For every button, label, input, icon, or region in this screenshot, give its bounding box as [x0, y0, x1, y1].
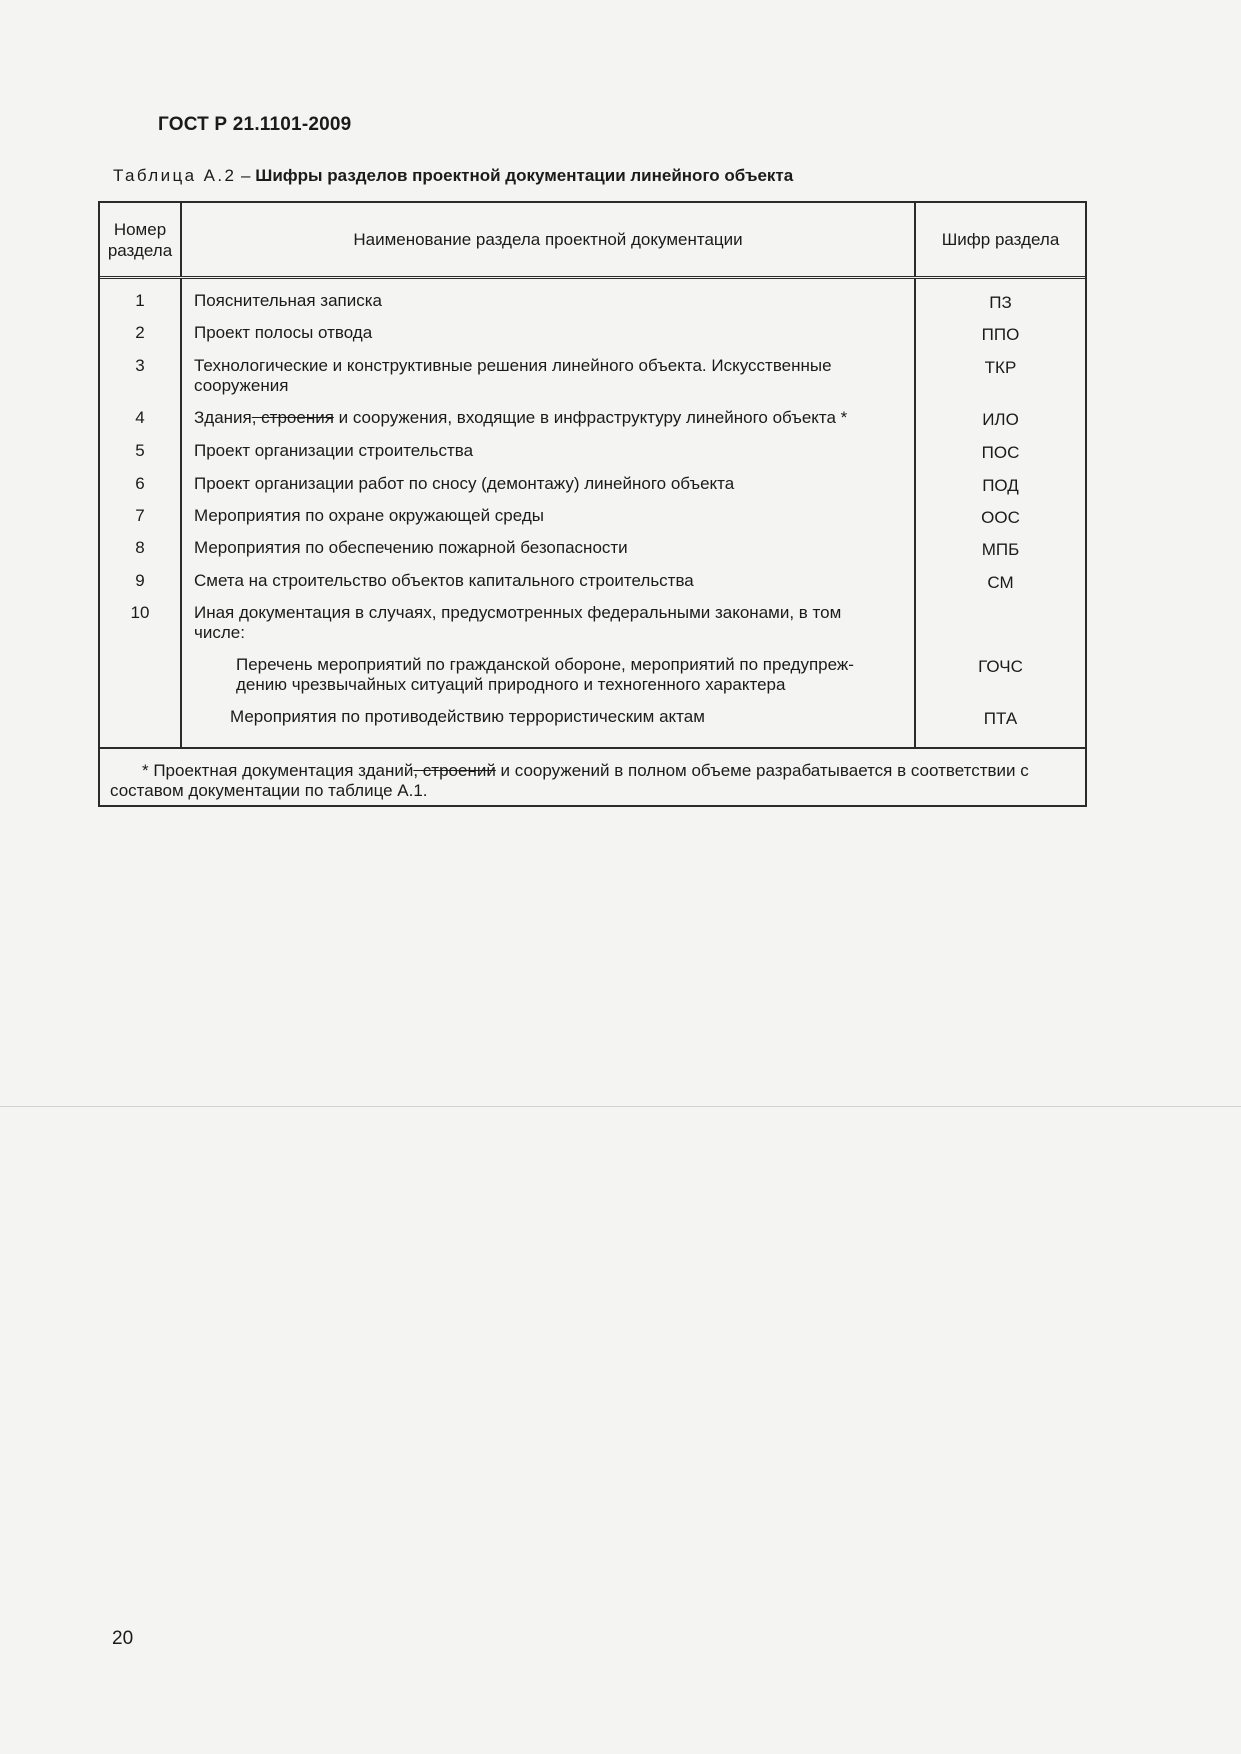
- footnote-part: * Проектная документация зданий: [142, 761, 414, 780]
- table-header-row: [100, 203, 1085, 279]
- row-number: 6: [135, 474, 145, 493]
- table-row: [100, 506, 1085, 538]
- row-name: Проект организации работ по сносу (демонтажу) линейного объекта: [180, 474, 916, 506]
- row-number: 3: [135, 356, 145, 375]
- row-code: ПЗ: [989, 293, 1012, 312]
- table-row: [100, 291, 1085, 323]
- table-row: [100, 323, 1085, 356]
- header-number: [100, 203, 180, 276]
- row-name: [180, 408, 916, 441]
- table-row: [100, 474, 1085, 506]
- header-number-line1: Номер: [113, 219, 167, 239]
- page-number: 20: [112, 1628, 134, 1649]
- table-caption: [113, 166, 793, 186]
- footnote-part: и сооружений в полном объеме разрабатывается в соответствии с составом документации по таблице А.1.: [110, 761, 1029, 800]
- row-code: ПОС: [981, 443, 1020, 462]
- table-row: [100, 603, 1085, 655]
- sections-table: [98, 201, 1087, 807]
- row-number: 10: [130, 603, 150, 622]
- row-number: 8: [135, 538, 145, 557]
- header-number-line2: раздела: [107, 240, 173, 260]
- row-number: 1: [135, 291, 145, 310]
- table-subrow: [100, 707, 1085, 737]
- subrow-code: ПТА: [983, 709, 1018, 728]
- row-name: Проект организации строительства: [180, 441, 916, 474]
- row-code: [916, 603, 1085, 655]
- row-code: МПБ: [981, 540, 1020, 559]
- table-spacer: [100, 279, 1085, 291]
- table-footnote: [100, 747, 1085, 805]
- caption-dash: –: [241, 166, 251, 185]
- subrow-code: ГОЧС: [978, 657, 1023, 676]
- row-name-part: и сооружения, входящие в инфраструктуру линейного объекта *: [333, 408, 848, 427]
- table-row: [100, 408, 1085, 441]
- table-row: [100, 356, 1085, 408]
- standard-header: ГОСТ Р 21.1101-2009: [158, 114, 352, 135]
- table-spacer: [100, 737, 1085, 747]
- row-name: Проект полосы отвода: [180, 323, 916, 356]
- row-name: Мероприятия по охране окружающей среды: [180, 506, 916, 538]
- caption-prefix: Таблица А.2: [113, 166, 237, 185]
- row-code: ТКР: [984, 358, 1017, 377]
- struck-text: , строения: [251, 408, 334, 427]
- row-code: ПОД: [982, 476, 1019, 495]
- row-number: 7: [135, 506, 145, 525]
- subrow-name: Перечень мероприятий по гражданской обороне, мероприятий по предупреж-дению чрезвычайных ситуаций природного и техногенного характера: [180, 655, 916, 707]
- row-number: 4: [135, 408, 145, 427]
- row-name: Смета на строительство объектов капитального строительства: [180, 571, 916, 603]
- row-code: ИЛО: [982, 410, 1019, 429]
- table-row: [100, 441, 1085, 474]
- row-code: ООС: [981, 508, 1020, 527]
- caption-title: Шифры разделов проектной документации линейного объекта: [255, 166, 794, 185]
- subrow-name: Мероприятия по противодействию террористическим актам: [180, 707, 916, 737]
- row-code: ППО: [981, 325, 1020, 344]
- row-number: 5: [135, 441, 145, 460]
- header-code: Шифр раздела: [941, 230, 1060, 249]
- row-number: 9: [135, 571, 145, 590]
- scan-fold-line: [0, 1106, 1241, 1107]
- table-subrow: [100, 655, 1085, 707]
- row-name-part: Здания: [194, 408, 252, 427]
- row-name: Технологические и конструктивные решения линейного объекта. Искусственные сооружения: [180, 356, 916, 408]
- table-row: [100, 571, 1085, 603]
- row-name: Мероприятия по обеспечению пожарной безопасности: [180, 538, 916, 571]
- row-name: Пояснительная записка: [180, 291, 916, 323]
- struck-text: , строений: [413, 761, 496, 780]
- header-name: Наименование раздела проектной документации: [180, 203, 916, 276]
- row-code: СМ: [987, 573, 1014, 592]
- row-number: 2: [135, 323, 145, 342]
- row-name: Иная документация в случаях, предусмотренных федеральными законами, в том числе:: [180, 603, 916, 655]
- table-row: [100, 538, 1085, 571]
